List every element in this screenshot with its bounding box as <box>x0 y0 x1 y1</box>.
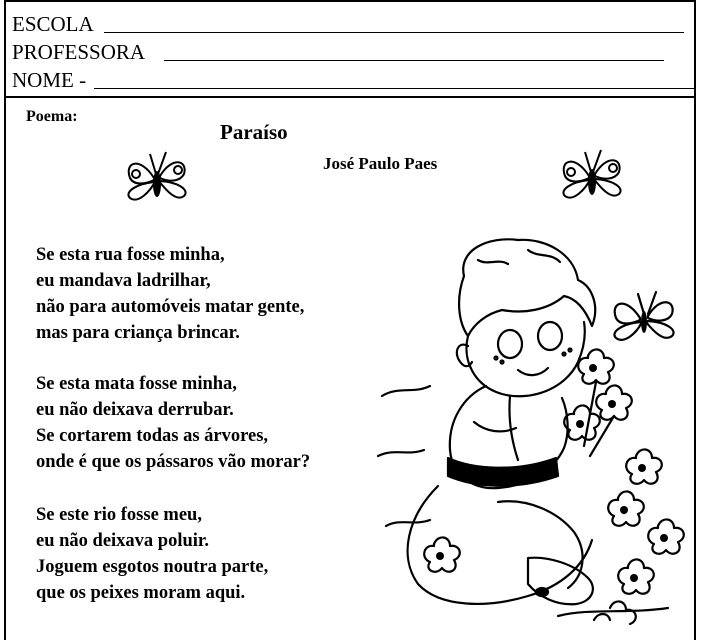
escola-field[interactable] <box>12 12 94 36</box>
poem-line: Se esta mata fosse minha, <box>36 374 237 394</box>
poem-line: que os peixes moram aqui. <box>36 583 246 603</box>
nome-field[interactable] <box>12 68 86 92</box>
poem-line: eu não deixava derrubar. <box>36 400 234 420</box>
nome-line <box>94 88 694 89</box>
poem-line: eu não deixava poluir. <box>36 531 210 551</box>
poem-line: Se esta rua fosse minha, <box>36 245 225 265</box>
professora-line <box>164 60 664 61</box>
butterfly-icon <box>120 148 192 214</box>
butterfly-icon <box>555 146 627 212</box>
child-with-flowers-drawing <box>378 236 694 630</box>
stanza-3 <box>36 502 268 606</box>
poem-line: mas para criança brincar. <box>36 323 240 343</box>
poem-title: Paraíso <box>220 120 288 144</box>
header-fields <box>6 2 694 98</box>
stanza-1 <box>36 242 304 346</box>
professora-field[interactable] <box>12 40 145 64</box>
poem-label: Poema: <box>26 108 78 125</box>
professora-label: PROFESSORA <box>12 40 146 64</box>
stanza-2 <box>36 371 310 475</box>
escola-line <box>104 32 684 33</box>
escola-label: ESCOLA <box>12 12 94 36</box>
poem-line: Se cortarem todas as árvores, <box>36 426 269 446</box>
poem-line: não para automóveis matar gente, <box>36 297 305 317</box>
poem-line: Joguem esgotos noutra parte, <box>36 557 269 577</box>
poem-author: José Paulo Paes <box>323 154 438 173</box>
poem-line: Se este rio fosse meu, <box>36 505 202 525</box>
nome-label: NOME - <box>12 68 87 92</box>
poem-line: eu mandava ladrilhar, <box>36 271 211 291</box>
poem-line: onde é que os pássaros vão morar? <box>36 452 311 472</box>
